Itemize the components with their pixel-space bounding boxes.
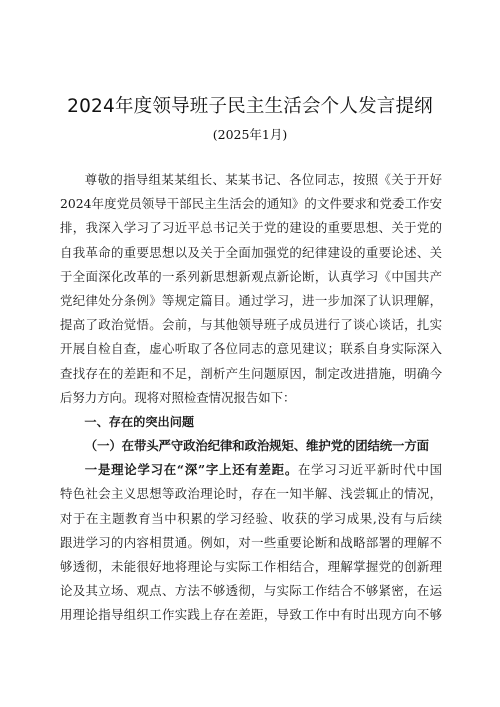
intro-line-9: 查找存在的差距和不足，剖析产生问题原因，制定改进措施，明确今	[60, 365, 442, 381]
intro-line-10: 后努力方向。现将对照检查情况报告如下：	[60, 389, 296, 405]
point-1-line-4: 跟进学习的内容相贯通。例如，对一些重要论断和战略部署的理解不	[60, 534, 442, 550]
intro-line-3: 排，我深入学习了习近平总书记关于党的建设的重要思想、关于党的	[60, 220, 442, 236]
point-1-line-6: 论及其立场、观点、方法不够透彻，与实际工作结合不够紧密，在运	[60, 583, 442, 599]
section-heading: 一、存在的突出问题	[84, 414, 195, 429]
point-1-lead: 一是理论学习在“深”字上还有差距。	[84, 462, 298, 478]
point-1-first-rest: 在学习习近平新时代中国	[298, 462, 442, 478]
point-1-line-3: 对于在主题教育当中积累的学习经验、收获的学习成果,没有与后续	[60, 510, 442, 526]
point-1-line-2: 特色社会主义思想等政治理论时，存在一知半解、浅尝辄止的情况，	[60, 486, 442, 502]
document-title: 2024年度领导班子民主生活会个人发言提纲	[67, 96, 433, 117]
point-1-line-7: 用理论指导组织工作实践上存在差距，导致工作中有时出现方向不够	[60, 607, 442, 623]
intro-line-6: 党纪律处分条例》等规定篇目。通过学习，进一步加深了认识理解，	[60, 292, 442, 308]
intro-line-5: 于全面深化改革的一系列新思想新观点新论断，认真学习《中国共产	[60, 268, 442, 284]
document-body	[60, 168, 442, 628]
point-1-line-5: 够透彻，未能很好地将理论与实际工作相结合，理解掌握党的创新理	[60, 559, 442, 574]
intro-line-2: 2024年度党员领导干部民主生活会的通知》的文件要求和党委工作安	[60, 196, 442, 212]
intro-line-4: 自我革命的重要思想以及关于全面加强党的纪律建设的重要论述、关	[60, 244, 442, 260]
point-1-first-line	[60, 458, 442, 482]
intro-line-8: 开展自检自查，虚心听取了各位同志的意见建议；联系自身实际深入	[60, 341, 442, 357]
subsection-heading: （一）在带头严守政治纪律和政治规矩、维护党的团结统一方面	[84, 438, 429, 454]
intro-line-7: 提高了政治觉悟。会前，与其他领导班子成员进行了谈心谈话，扎实	[60, 317, 442, 333]
intro-line-1: 尊敬的指导组某某组长、某某书记、各位同志，按照《关于开好	[84, 172, 442, 187]
document-date: (2025年1月)	[212, 127, 288, 142]
